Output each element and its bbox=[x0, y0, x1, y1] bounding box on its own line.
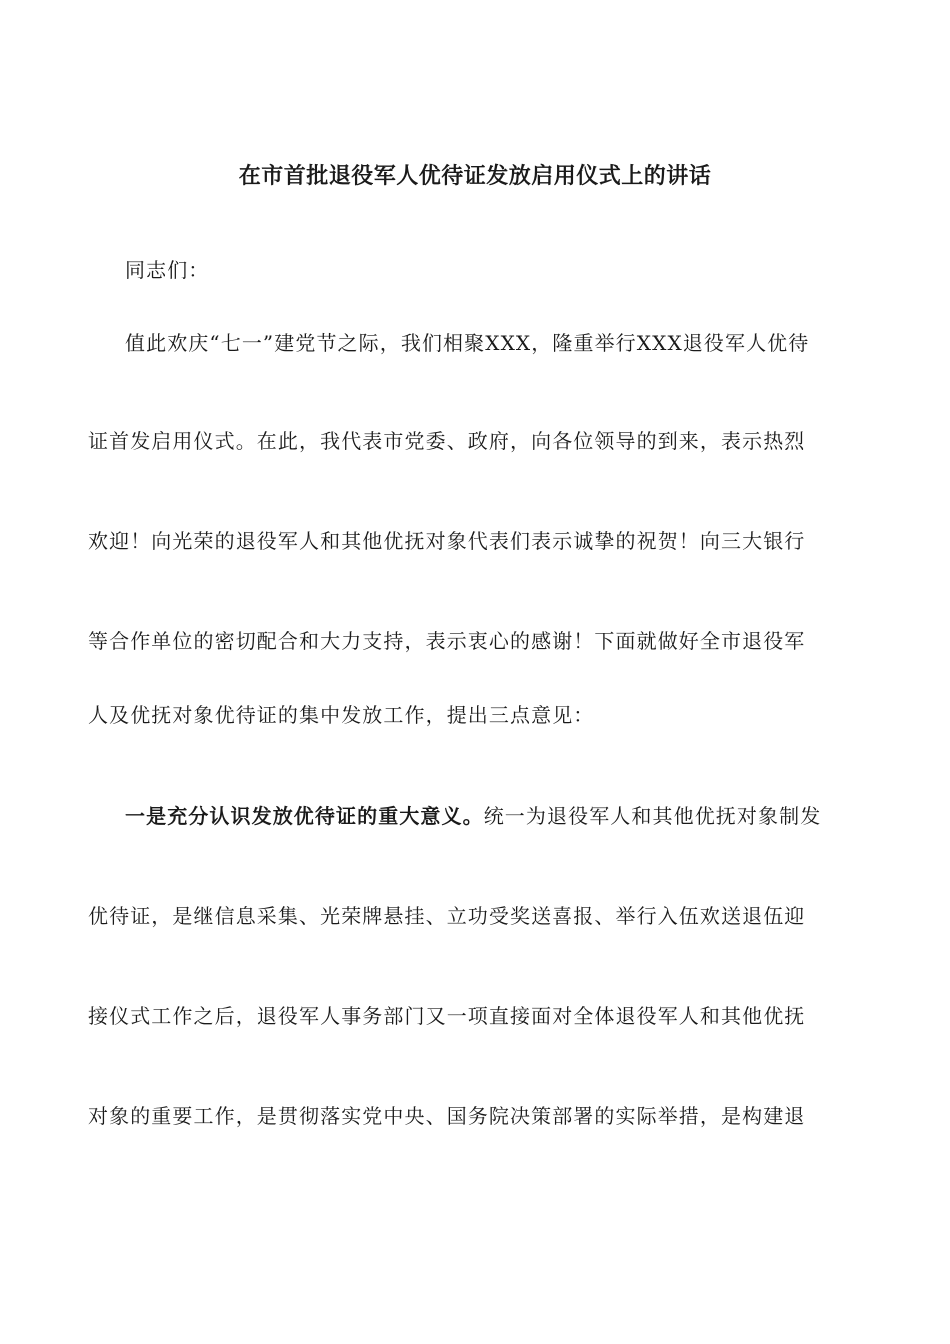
document-title: 在市首批退役军人优待证发放启用仪式上的讲话 bbox=[238, 163, 712, 189]
paragraph1-line5: 人及优抚对象优待证的集中发放工作，提出三点意见： bbox=[88, 703, 595, 727]
paragraph2-line1 bbox=[125, 798, 915, 834]
paragraph1-line1: 值此欢庆“七一”建党节之际，我们相聚XXX，隆重举行XXX退役军人优待 bbox=[125, 331, 810, 355]
paragraph2-line1-rest: 统一为退役军人和其他优抚对象制发 bbox=[483, 804, 822, 828]
paragraph2-line2: 优待证，是继信息采集、光荣牌悬挂、立功受奖送喜报、举行入伍欢送退伍迎 bbox=[88, 904, 806, 928]
paragraph2-line4: 对象的重要工作，是贯彻落实党中央、国务院决策部署的实际举措，是构建退 bbox=[88, 1104, 806, 1128]
paragraph2-heading: 一是充分认识发放优待证的重大意义。 bbox=[125, 804, 484, 828]
salutation: 同志们： bbox=[125, 258, 210, 282]
paragraph1-line3: 欢迎！向光荣的退役军人和其他优抚对象代表们表示诚挚的祝贺！向三大银行 bbox=[88, 529, 806, 553]
paragraph2-line3: 接仪式工作之后，退役军人事务部门又一项直接面对全体退役军人和其他优抚 bbox=[88, 1004, 806, 1028]
paragraph1-line4: 等合作单位的密切配合和大力支持，表示衷心的感谢！下面就做好全市退役军 bbox=[88, 629, 806, 653]
paragraph1-line2: 证首发启用仪式。在此，我代表市党委、政府，向各位领导的到来，表示热烈 bbox=[88, 429, 806, 453]
